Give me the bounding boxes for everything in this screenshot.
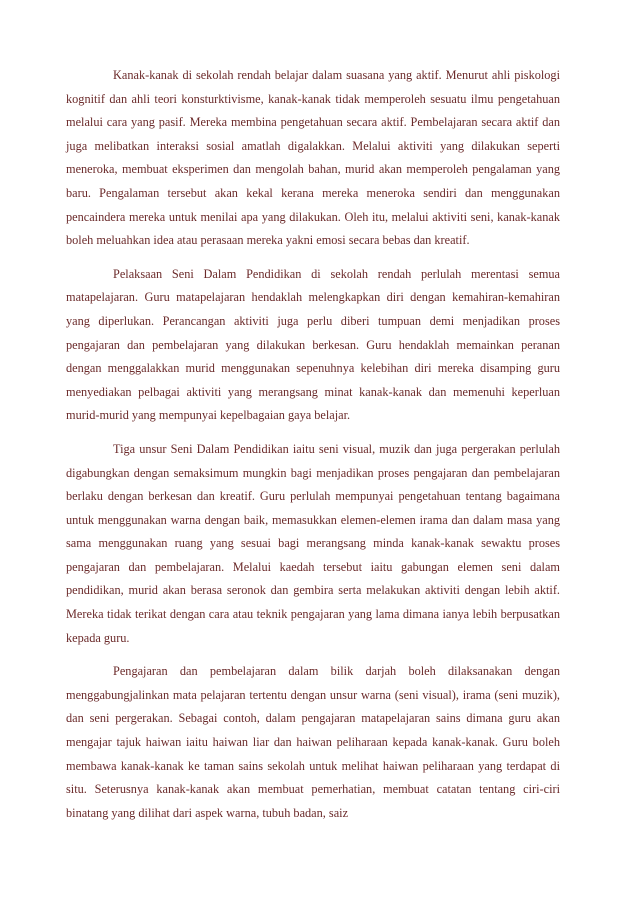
paragraph-4: Pengajaran dan pembelajaran dalam bilik darjah boleh dilaksanakan dengan menggabungjalinkan mata pelajaran tertentu dengan unsur warna (seni visual), irama (seni muzik), dan seni pergerakan. Sebagai contoh, dalam pengajaran matapelajaran sains dimana guru akan mengajar tajuk haiwan iaitu haiwan liar dan haiwan peliharaan kepada kanak-kanak. Guru boleh membawa kanak-kanak ke taman sains sekolah untuk melihat haiwan peliharaan yang terdapat di situ. Seterusnya kanak-kanak akan membuat pemerhatian, membuat catatan tentang ciri-ciri binatang yang dilihat dari aspek warna, tubuh badan, saiz (66, 664, 560, 820)
paragraph-2: Pelaksaan Seni Dalam Pendidikan di sekolah rendah perlulah merentasi semua matapelajaran. Guru matapelajaran hendaklah melengkapkan diri dengan kemahiran-kemahiran yang diperlukan. Perancangan aktiviti juga perlu diberi tumpuan demi menjadikan proses pengajaran dan pembelajaran yang dilakukan berkesan. Guru hendaklah memainkan peranan dengan menggalakkan murid menggunakan sepenuhnya kelebihan diri mereka disamping guru menyediakan pelbagai aktiviti yang merangsang minat kanak-kanak dan memenuhi keperluan murid-murid yang mempunyai kepelbagaian gaya belajar. (66, 266, 560, 423)
document-body (66, 64, 560, 825)
paragraph-3: Tiga unsur Seni Dalam Pendidikan iaitu seni visual, muzik dan juga pergerakan perlulah digabungkan dengan semaksimum mungkin bagi menjadikan proses pengajaran dan pembelajaran berlaku dengan berkesan dan kreatif. Guru perlulah mempunyai pengetahuan tentang bagaimana untuk menggunakan warna dengan baik, memasukkan elemen-elemen irama dan dalam masa yang sama menggunakan ruang yang sesuai bagi merangsang minda kanak-kanak sewaktu proses pengajaran dan pembelajaran. Melalui kaedah tersebut iaitu gabungan elemen seni dalam pendidikan, murid akan berasa seronok dan gembira serta melakukan aktiviti dengan lebih aktif. Mereka tidak terikat dengan cara atau teknik pengajaran yang lama dimana ianya lebih berpusatkan kepada guru. (66, 441, 560, 645)
paragraph-1: Kanak-kanak di sekolah rendah belajar dalam suasana yang aktif. Menurut ahli piskologi kognitif dan ahli teori konsturktivisme, kanak-kanak tidak memperoleh sesuatu ilmu pengetahuan melalui cara yang pasif. Mereka membina pengetahuan secara aktif. Pembelajaran secara aktif dan juga melibatkan interaksi sosial amatlah digalakkan. Melalui aktiviti yang dilakukan seperti meneroka, membuat eksperimen dan mengolah bahan, murid akan memperoleh pengalaman yang baru. Pengalaman tersebut akan kekal kerana mereka meneroka sendiri dan menggunakan pencaindera mereka untuk menilai apa yang dilakukan. Oleh itu, melalui aktiviti seni, kanak-kanak boleh meluahkan idea atau perasaan mereka yakni emosi secara bebas dan kreatif. (66, 68, 560, 248)
